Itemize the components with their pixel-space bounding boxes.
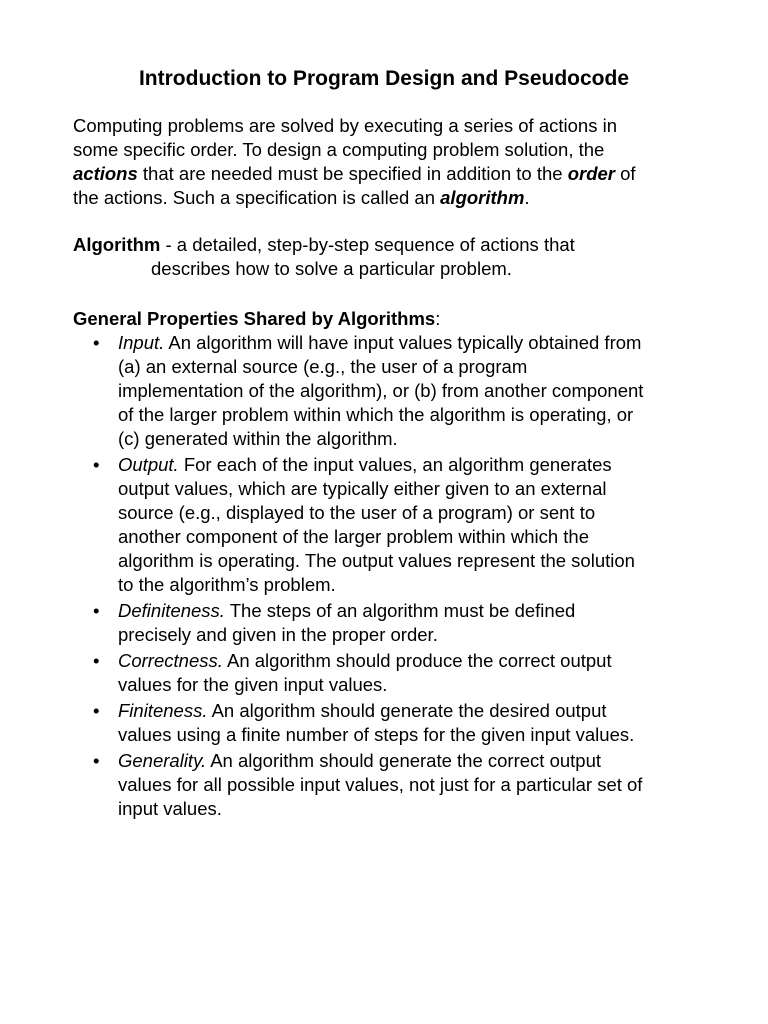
properties-heading [73, 307, 713, 331]
properties-list [73, 331, 713, 823]
item-text: The steps of an algorithm must be defined [224, 600, 576, 621]
bullet-icon: • [93, 650, 100, 671]
item-line [118, 453, 713, 477]
actions-term: actions [73, 163, 138, 184]
item-line: source (e.g., displayed to the user of a program) or sent to [118, 502, 596, 523]
property-term: Generality. [118, 750, 207, 771]
order-term: order [567, 163, 615, 184]
list-item [73, 749, 713, 821]
item-line: precisely and given in the proper order. [118, 624, 438, 645]
item-line: output values, which are typically either given to an external [118, 478, 607, 499]
item-line [118, 699, 713, 723]
intro-line-3-end: of [614, 163, 636, 184]
property-term: Input. [118, 332, 165, 353]
algorithm-definition [73, 233, 713, 281]
definition-term: Algorithm [73, 234, 161, 255]
item-line [118, 649, 713, 673]
item-line [118, 599, 713, 623]
item-line: (c) generated within the algorithm. [118, 428, 398, 449]
bullet-icon: • [93, 600, 100, 621]
bullet-icon: • [93, 700, 100, 721]
intro-line-1: Computing problems are solved by executing a series of actions in [73, 115, 617, 136]
item-text: For each of the input values, an algorithm generates [178, 454, 612, 475]
item-text: An algorithm should generate the desired output [207, 700, 607, 721]
item-line [118, 749, 713, 773]
definition-line-2: describes how to solve a particular problem. [151, 258, 512, 279]
intro-line-3 [73, 162, 713, 186]
item-line: another component of the larger problem within which the [118, 526, 589, 547]
item-text: An algorithm should generate the correct output [206, 750, 602, 771]
intro-paragraph [73, 114, 713, 210]
bullet-icon: • [93, 750, 100, 771]
intro-line-3-middle: that are needed must be specified in addition to the [137, 163, 568, 184]
property-term: Finiteness. [118, 700, 208, 721]
item-text: An algorithm should produce the correct output [222, 650, 612, 671]
property-term: Output. [118, 454, 179, 475]
item-line: algorithm is operating. The output values represent the solution [118, 550, 635, 571]
page-title: Introduction to Program Design and Pseudocode [138, 67, 630, 90]
bullet-icon: • [93, 454, 100, 475]
item-line [118, 331, 713, 355]
intro-line-4-start: the actions. Such a specification is called an [73, 187, 441, 208]
item-line: values using a finite number of steps for the given input values. [118, 724, 635, 745]
definition-line-1-rest: - a detailed, step-by-step sequence of actions that [160, 234, 575, 255]
item-line: input values. [118, 798, 222, 819]
item-line: (a) an external source (e.g., the user of a program [118, 356, 528, 377]
list-item [73, 331, 713, 451]
list-item [73, 599, 713, 647]
item-line: implementation of the algorithm), or (b) from another component [118, 380, 644, 401]
intro-line-2: some specific order. To design a computing problem solution, the [73, 139, 605, 160]
intro-line-4-end: . [524, 187, 530, 208]
item-line: to the algorithm’s problem. [118, 574, 336, 595]
intro-line-4 [73, 186, 713, 210]
item-line: of the larger problem within which the algorithm is operating, or [118, 404, 634, 425]
property-term: Correctness. [118, 650, 223, 671]
item-text: An algorithm will have input values typically obtained from [164, 332, 642, 353]
properties-heading-text: General Properties Shared by Algorithms [73, 308, 436, 329]
algorithm-term: algorithm [440, 187, 525, 208]
bullet-icon: • [93, 332, 100, 353]
list-item [73, 649, 713, 697]
item-line: values for all possible input values, not just for a particular set of [118, 774, 643, 795]
item-line: values for the given input values. [118, 674, 388, 695]
properties-heading-colon: : [435, 308, 441, 329]
list-item [73, 699, 713, 747]
list-item [73, 453, 713, 597]
property-term: Definiteness. [118, 600, 225, 621]
definition-line-1 [73, 233, 713, 257]
